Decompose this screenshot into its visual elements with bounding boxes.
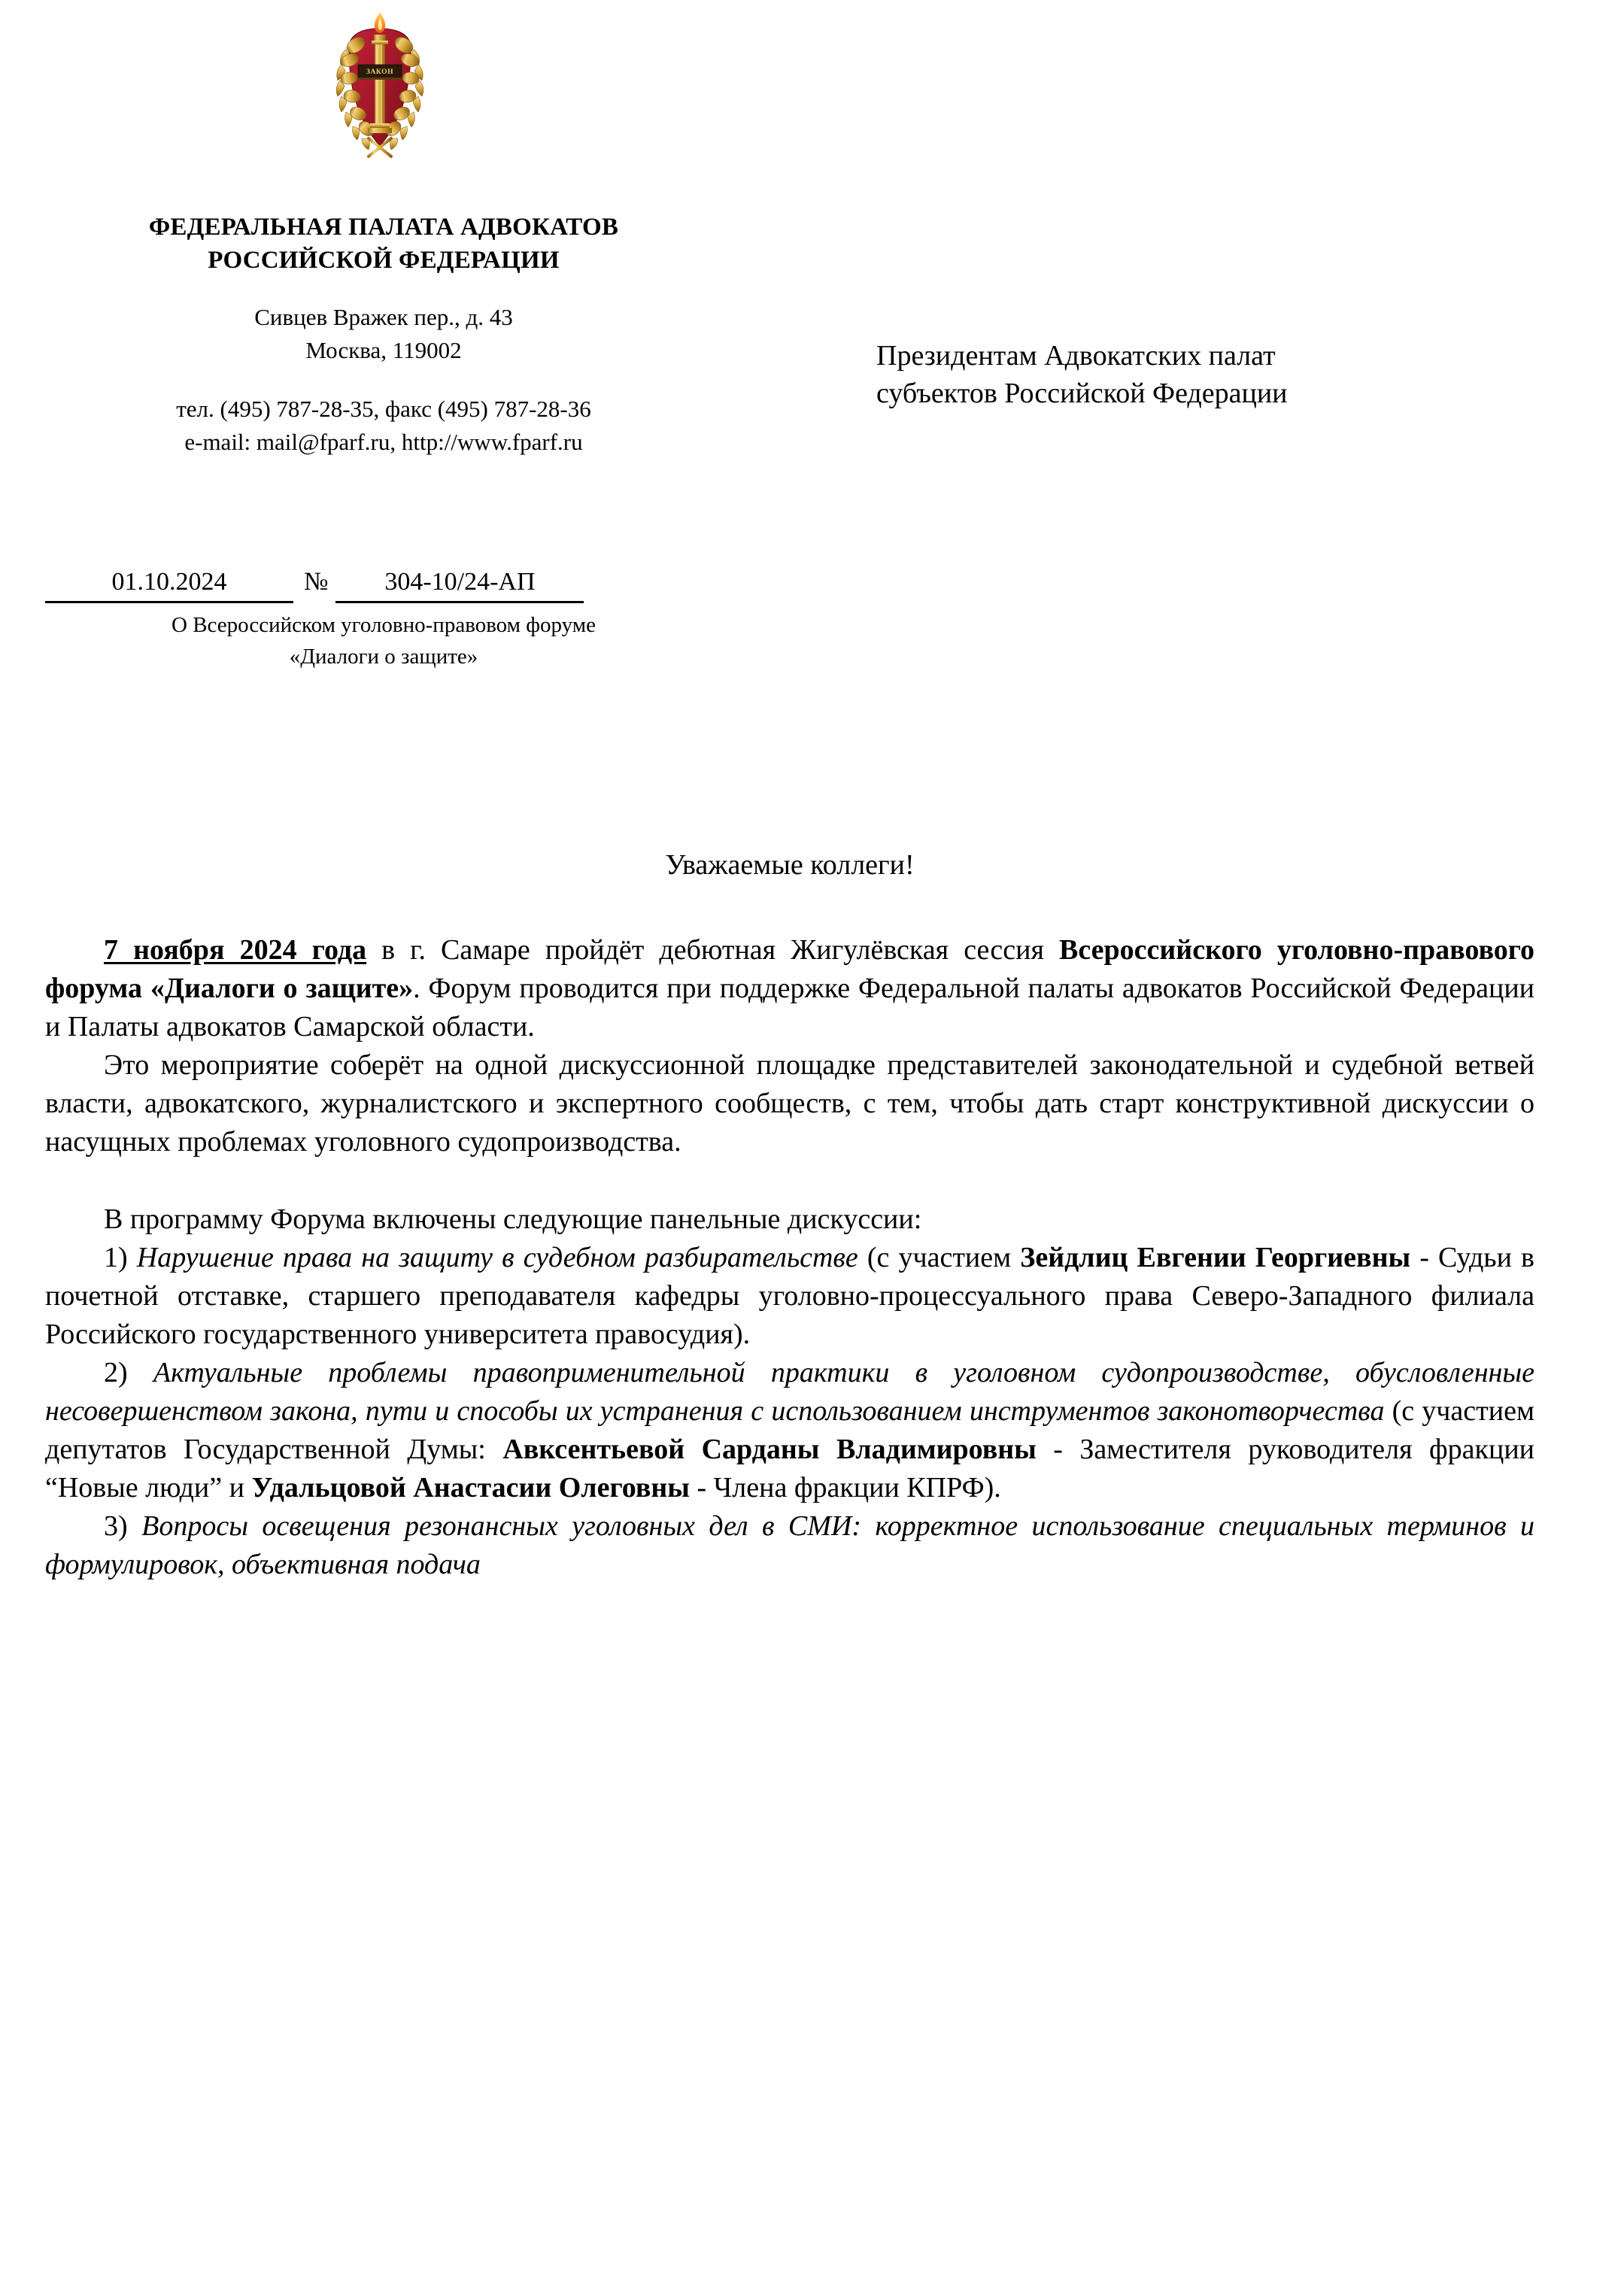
- postal-address: [45, 301, 722, 367]
- phone-fax-line: тел. (495) 787-28-35, факс (495) 787-28-36: [176, 396, 591, 422]
- subject-block: [45, 609, 722, 672]
- subject-line-2: «Диалоги о защите»: [289, 645, 478, 669]
- organization-name-line1: ФЕДЕРАЛЬНАЯ ПАЛАТА АДВОКАТОВ: [148, 214, 619, 241]
- address-street: Сивцев Вражек пер., д. 43: [254, 304, 513, 330]
- fpa-rf-emblem-icon: [331, 6, 429, 168]
- paragraph-3: В программу Форума включены следующие панельные дискуссии:: [104, 1203, 922, 1235]
- item-3-number: 3): [104, 1510, 142, 1542]
- item-2-post: - Члена фракции КПРФ).: [689, 1472, 1001, 1504]
- item-2-person-1: Авксентьевой Сарданы Владимировны: [502, 1434, 1037, 1465]
- addressee-line-1: Президентам Адвокатских палат: [876, 340, 1276, 372]
- forum-name: Всероссийского уголовно-правового форума «Диалоги о защите»: [45, 934, 1535, 1004]
- item-3-title: Вопросы освещения резонансных уголовных дел в СМИ: корректное использование специальных терминов и формулировок, объективная подача: [45, 1510, 1535, 1580]
- reference-line: [45, 566, 722, 603]
- item-1-post: - Судьи в почетной отставке, старшего преподавателя кафедры уголовно-процессуального права Северо-Западного филиала Российского государственного университета правосудия).: [45, 1242, 1534, 1350]
- document-number: 304-10/24-АП: [335, 566, 584, 603]
- number-symbol: №: [304, 568, 329, 596]
- item-1-pre: (с участием: [858, 1242, 1021, 1273]
- paragraph-1-tail: . Форум проводится при поддержке Федеральной палаты адвокатов Российской Федерации и Палаты адвокатов Самарской области.: [45, 973, 1534, 1042]
- organization-name: [45, 211, 722, 277]
- organization-name-line2: РОССИЙСКОЙ ФЕДЕРАЦИИ: [208, 247, 560, 274]
- address-city: Москва, 119002: [305, 337, 462, 363]
- letterhead: [45, 211, 722, 459]
- addressee-block: [876, 337, 1583, 412]
- program-item-1: [45, 1239, 1534, 1354]
- program-item-3: [45, 1507, 1534, 1584]
- item-2-mid: - Заместителя руководителя фракции “Новые люди” и: [45, 1434, 1534, 1504]
- paragraph-2: Это мероприятие соберёт на одной дискуссионной площадке представителей законодательной и судебной ветвей власти, адвокатского, журналистского и экспертного сообществ, с тем, чтобы дать старт конструктивной дискуссии о насущных проблемах уголовного судопроизводства.: [45, 1049, 1534, 1158]
- item-1-title: Нарушение права на защиту в судебном разбирательстве: [136, 1242, 858, 1273]
- addressee-line-2: субъектов Российской Федерации: [876, 378, 1288, 409]
- letter-body: [45, 846, 1534, 1584]
- contact-details: [45, 393, 722, 459]
- emblem-motto-text: ЗАКОН: [366, 68, 394, 76]
- salutation: Уважаемые коллеги!: [665, 849, 915, 881]
- item-1-person: Зейдлиц Евгении Георгиевны: [1020, 1242, 1411, 1273]
- document-date: 01.10.2024: [45, 566, 293, 603]
- paragraph-1: [45, 931, 1534, 1046]
- email-web-line: e-mail: mail@fparf.ru, http://www.fparf.ru: [184, 429, 583, 455]
- subject-line-1: О Всероссийском уголовно-правовом форуме: [172, 613, 596, 637]
- paragraph-1-mid: в г. Самаре пройдёт дебютная Жигулёвская сессия: [366, 934, 1059, 966]
- item-2-pre: (с участием депутатов Государственной Думы:: [45, 1395, 1534, 1465]
- item-2-number: 2): [104, 1357, 153, 1388]
- item-2-person-2: Удальцовой Анастасии Олеговны: [251, 1472, 690, 1504]
- item-1-number: 1): [104, 1242, 137, 1273]
- item-2-title: Актуальные проблемы правоприменительной практики в уголовном судопроизводстве, обусловленные несовершенством закона, пути и способы их устранения с использованием инструментов законотворчества: [45, 1357, 1535, 1427]
- forum-date: 7 ноября 2024 года: [104, 934, 367, 966]
- program-item-2: [45, 1354, 1534, 1507]
